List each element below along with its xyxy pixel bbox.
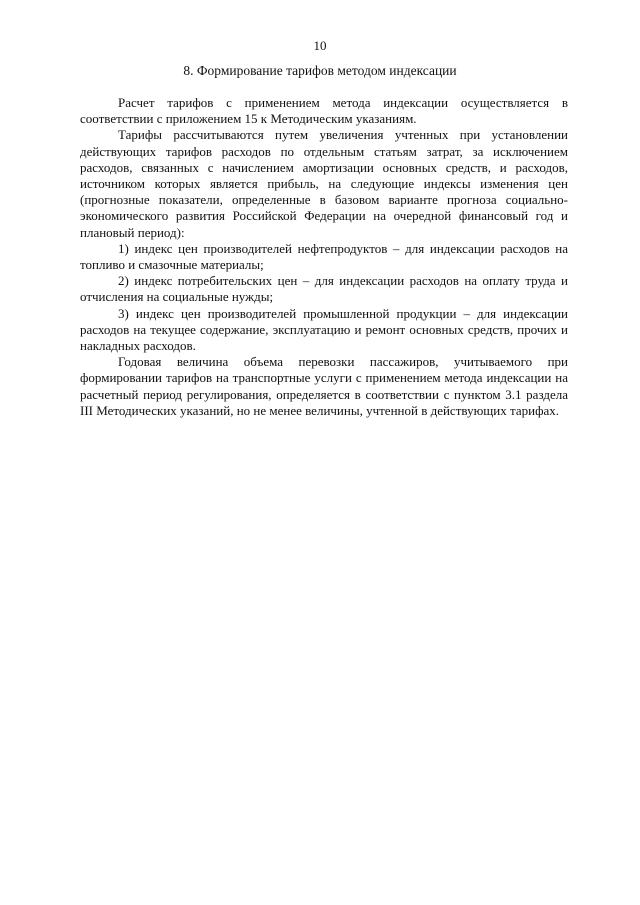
paragraph-tariff-calculation: Тарифы рассчитываются путем увеличения учтенных при установлении действующих тарифов расходов по отдельным статьям затрат, за исключением расходов, связанных с начислением амортизации основных средств, и расходов, источником которых является прибыль, на следующие индексы изменения цен (прогнозные показатели, определенные в базовом варианте прогноза социально-экономического развития Российской Федерации на очередной финансовый год и плановый период): (80, 127, 568, 240)
list-item-industrial-index: 3) индекс цен производителей промышленной продукции – для индексации расходов на текущее содержание, эксплуатацию и ремонт основных средств, прочих и накладных расходов. (80, 305, 568, 354)
paragraph-indexation-method: Расчет тарифов с применением метода индексации осуществляется в соответствии с приложением 15 к Методическим указаниям. (80, 95, 568, 127)
section-title: 8. Формирование тарифов методом индексации (183, 63, 457, 78)
paragraph-passenger-volume: Годовая величина объема перевозки пассажиров, учитываемого при формировании тарифов на транспортные услуги с применением метода индексации на расчетный период регулирования, определяется в соответствии с пунктом 3.1 раздела III Методических указаний, но не менее величины, учтенной в действующих тарифах. (80, 354, 568, 418)
list-item-consumer-index: 2) индекс потребительских цен – для индексации расходов на оплату труда и отчисления на социальные нужды; (80, 273, 568, 305)
body-text (80, 95, 568, 419)
page-number: 10 (313, 38, 327, 53)
list-item-fuel-index: 1) индекс цен производителей нефтепродуктов – для индексации расходов на топливо и смазочные материалы; (80, 240, 568, 273)
